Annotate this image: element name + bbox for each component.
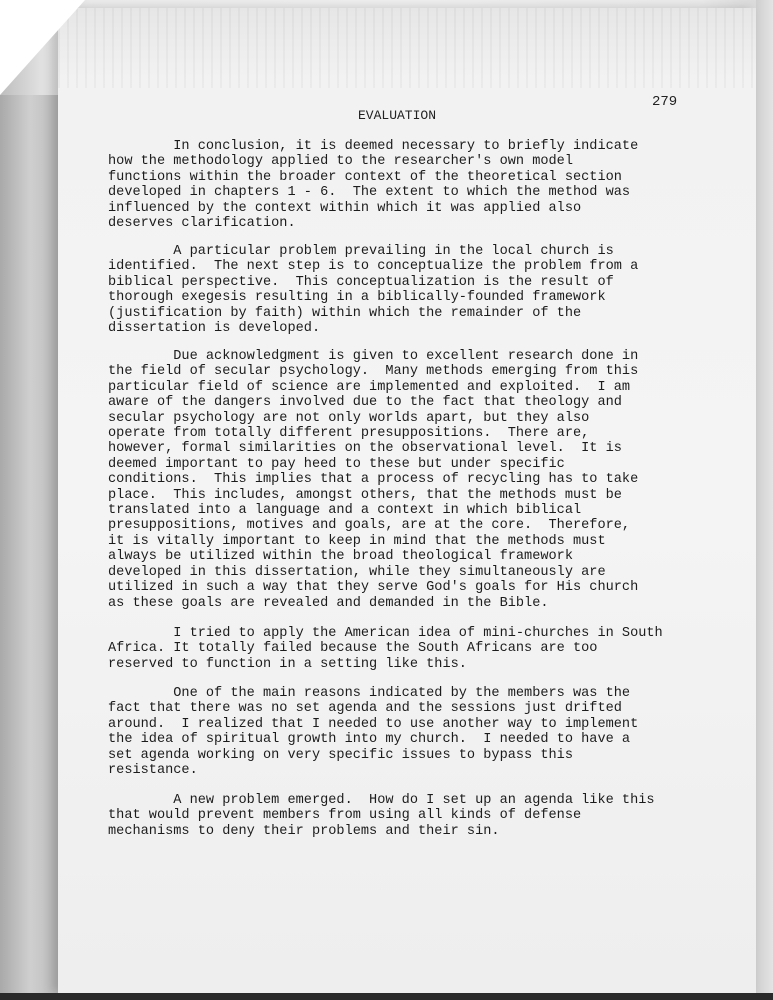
scan-left-edge bbox=[0, 95, 58, 1000]
paragraph-reasons: One of the main reasons indicated by the members was the fact that there was no set agenda and the sessions just drifted around. I realized that I needed to use another way to implement the idea of spiritual growth into my church. I needed to have a set agenda working on very specific issues to bypass this resistance. bbox=[108, 686, 639, 779]
scan-bottom-edge bbox=[0, 993, 773, 1000]
page-number: 279 bbox=[652, 94, 678, 110]
paragraph-acknowledgment: Due acknowledgment is given to excellent research done in the field of secular psychology. Many methods emerging from this particular field of science are implemented and exploited. I am aware of the dangers involved due to the fact that theology and secular psychology are not only worlds apart, but they also operate from totally different presuppositions. There are, however, formal similarities on the observational level. It is deemed important to pay heed to these but under specific conditions. This implies that a process of recycling has to take place. This includes, amongst others, that the methods must be translated into a language and a context in which biblical presuppositions, motives and goals, are at the core. Therefore, it is vitally important to keep in mind that the methods must always be utilized within the broad theological framework developed in this dissertation, while they simultaneously are utilized in such a way that they serve God's goals for His church as these goals are revealed and demanded in the Bible. bbox=[108, 349, 639, 611]
scan-noise bbox=[58, 8, 756, 88]
scan-right-edge bbox=[756, 0, 773, 993]
folded-corner bbox=[0, 0, 85, 95]
section-heading: EVALUATION bbox=[358, 108, 437, 123]
paragraph-problem: A particular problem prevailing in the local church is identified. The next step is to conceptualize the problem from a biblical perspective. This conceptualization is the result of thorough exegesis resulting in a biblically-founded framework (justification by faith) within which the remainder of the dissertation is developed. bbox=[108, 244, 639, 337]
paragraph-new-problem: A new problem emerged. How do I set up an agenda like this that would prevent members from using all kinds of defense mechanisms to deny their problems and their sin. bbox=[108, 793, 655, 839]
paragraph-conclusion: In conclusion, it is deemed necessary to briefly indicate how the methodology applied to the researcher's own model functions within the broader context of the theoretical section developed in chapters 1 - 6. The extent to which the method was influenced by the context within which it was applied also deserves clarification. bbox=[108, 139, 639, 232]
paragraph-mini-churches: I tried to apply the American idea of mini-churches in South Africa. It totally failed because the South Africans are too reserved to function in a setting like this. bbox=[108, 626, 663, 672]
